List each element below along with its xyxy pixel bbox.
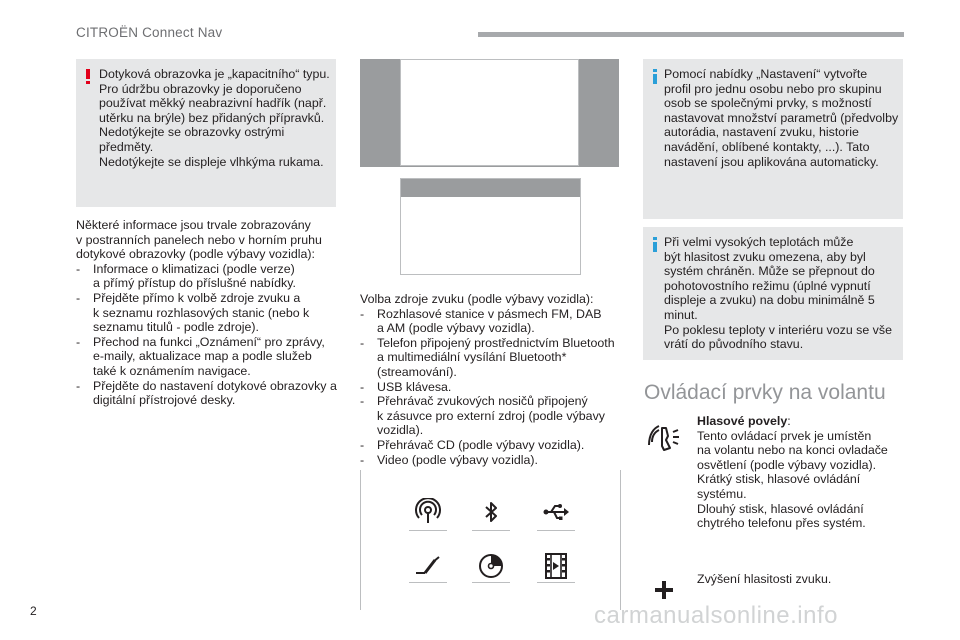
info-icon xyxy=(653,69,657,84)
bluetooth-icon xyxy=(477,498,505,526)
list-item: - Přehrávač zvukových nosičů připojený k zásuvce pro externí zdroj (podle výbavy vozidla). xyxy=(360,394,628,438)
section-title: Ovládací prvky na volantu xyxy=(644,381,886,404)
icon-underline xyxy=(537,582,575,583)
volume-up-text: Zvýšení hlasitosti zvuku. xyxy=(697,572,832,586)
page-number: 2 xyxy=(30,604,37,618)
list-item: - Video (podle výbavy vozidla). xyxy=(360,453,628,468)
aux-jack-icon xyxy=(414,552,442,580)
screen-illustration-bottom xyxy=(400,178,581,275)
header-rule xyxy=(478,32,904,37)
list-item: - Přehrávač CD (podle výbavy vozidla). xyxy=(360,438,628,453)
icon-underline xyxy=(537,530,575,531)
list-item: - Přechod na funkci „Oznámení“ pro zprávy, e-maily, aktualizace map a podle služeb také k oznámením navigace. xyxy=(76,335,344,379)
list-item: - Přejděte přímo k volbě zdroje zvuku a k seznamu rozhlasových stanic (nebo k seznamu titulů - podle zdroje). xyxy=(76,291,344,335)
screen-illustration-top xyxy=(360,59,619,167)
left-column xyxy=(76,218,344,408)
info-settings-text: Pomocí nabídky „Nastavení“ vytvořte profil pro jednu osobu nebo pro skupinu osob se společnými prvky, s možností nastavovat množství parametrů (předvolby autorádia, nastavení zvuku, historie navádění, oblíbené kontakty, ...). Tato nastavení jsou aplikována automaticky. xyxy=(664,67,899,169)
warning-text: Dotyková obrazovka je „kapacitního“ typu. Pro údržbu obrazovky je doporučeno používat měkký neabrazivní hadřík (např. utěrku na brýle) bez přidaných přípravků. Nedotýkejte se obrazovky ostrými předměty. Nedotýkejte se displeje vlhkýma rukama. xyxy=(99,67,330,169)
video-icon xyxy=(542,552,570,580)
list-item: - Informace o klimatizaci (podle verze) a přímý přístup do příslušné nabídky. xyxy=(76,262,344,291)
icon-underline xyxy=(409,530,447,531)
icon-underline xyxy=(472,582,510,583)
radio-icon xyxy=(414,498,442,526)
info-box-heat xyxy=(643,227,903,360)
cd-icon xyxy=(477,552,505,580)
screen-topbar xyxy=(401,179,580,197)
middle-intro: Volba zdroje zvuku (podle výbavy vozidla): xyxy=(360,292,594,306)
usb-icon xyxy=(542,498,570,526)
middle-column xyxy=(360,292,628,467)
plus-icon xyxy=(654,580,674,600)
voice-command-heading: Hlasové povely: xyxy=(697,414,791,428)
warning-icon xyxy=(86,69,90,83)
list-item: - USB klávesa. xyxy=(360,380,628,395)
info-icon xyxy=(653,237,657,252)
voice-command-label: Hlasové povely xyxy=(697,414,788,428)
left-list xyxy=(76,262,344,408)
list-item: - Rozhlasové stanice v pásmech FM, DAB a AM (podle výbavy vozidla). xyxy=(360,307,628,336)
watermark: carmanualsonline.info xyxy=(594,602,838,629)
voice-command-icon xyxy=(646,420,682,456)
voice-command-text: Tento ovládací prvek je umístěn na volantu nebo na konci ovladače osvětlení (podle výbavy vozidla). Krátký stisk, hlasové ovládání systému. Dlouhý stisk, hlasové ovládání chytrého telefonu přes systém. xyxy=(697,428,888,531)
warning-box xyxy=(76,59,336,207)
list-item: - Telefon připojený prostřednictvím Bluetooth a multimediální vysílání Bluetooth* (streamování). xyxy=(360,336,628,380)
middle-list xyxy=(360,307,628,468)
info-heat-text: Při velmi vysokých teplotách může být hlasitost zvuku omezena, aby byl systém chráněn. Může se přepnout do pohotovostního režimu (úplné vypnutí displeje a zvuku) na dobu minimálně 5 minut. Po poklesu teploty v interiéru vozu se vše vrátí do původního stavu. xyxy=(664,235,892,352)
info-box-settings xyxy=(643,59,903,219)
screen-display xyxy=(400,59,579,166)
left-intro: Některé informace jsou trvale zobrazovány v postranních panelech nebo v horním pruhu dotykové obrazovky (podle výbavy vozidla): xyxy=(76,218,322,262)
manual-header-title: CITROËN Connect Nav xyxy=(76,25,223,40)
source-icon-grid xyxy=(360,470,621,610)
icon-underline xyxy=(409,582,447,583)
voice-command-block xyxy=(697,414,907,531)
list-item: - Přejděte do nastavení dotykové obrazovky a digitální přístrojové desky. xyxy=(76,379,344,408)
icon-underline xyxy=(472,530,510,531)
